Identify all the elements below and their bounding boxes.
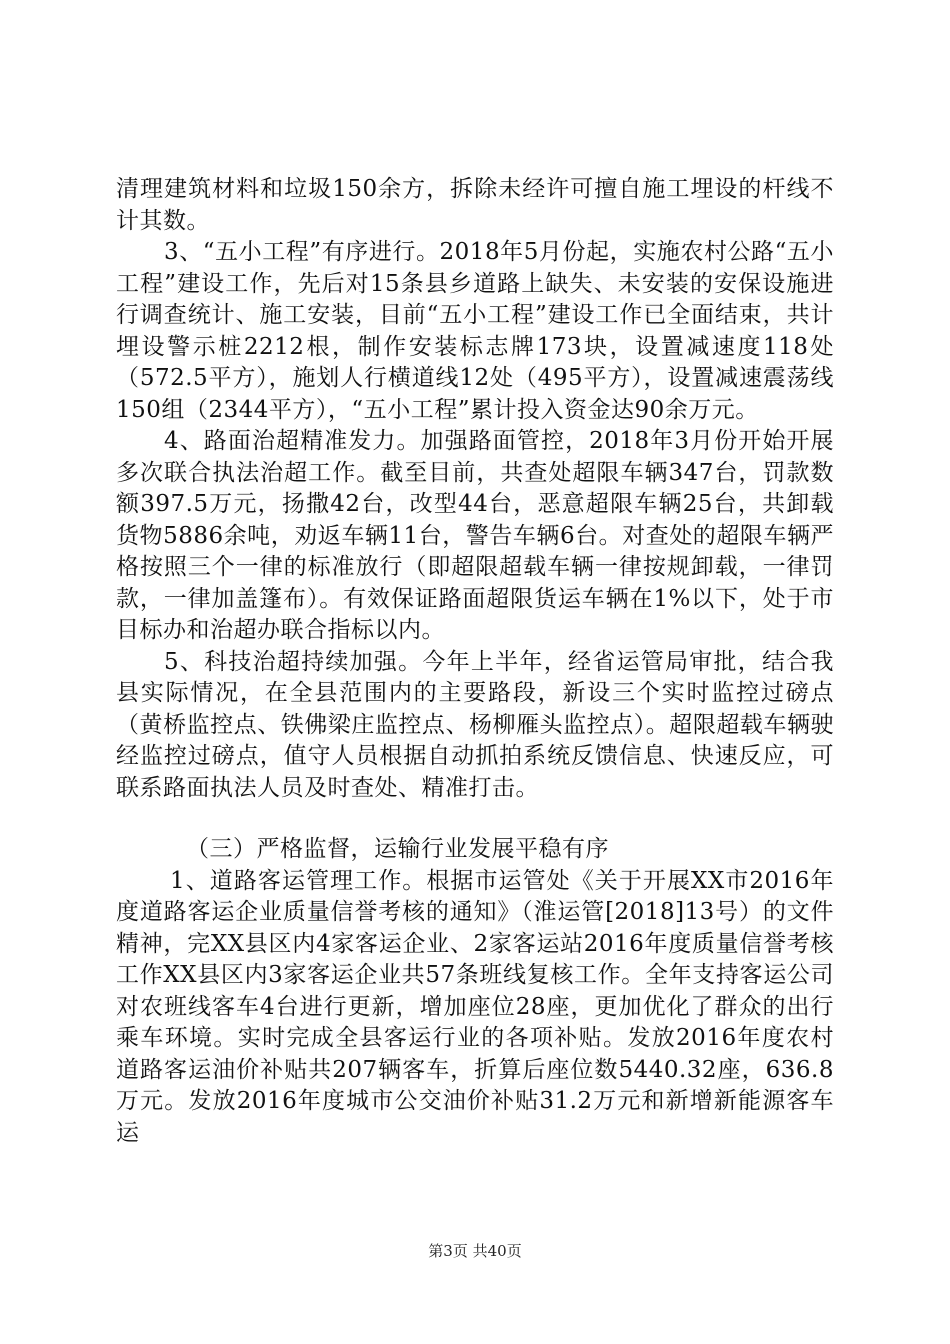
paragraph-spacer (116, 804, 834, 834)
paragraph-five-small-projects: 3、“五小工程”有序进行。2018年5月份起，实施农村公路“五小工程”建设工作，先后对15条县乡道路上缺失、未安装的安保设施进行调查统计、施工安装，目前“五小工程”建设工作已全面结束，共计埋设警示桩2212根，制作安装标志牌173块，设置减速度118处（572.5平方），施划人行横道线12处（495平方），设置减速震荡线150组（2344平方），“五小工程”累计投入资金达90余万元。 (116, 239, 834, 423)
paragraph-continuation: 清理建筑材料和垃圾150余方，拆除未经许可擅自施工埋设的杆线不计其数。 (116, 176, 834, 234)
paragraph-passenger-transport: 1、道路客运管理工作。根据市运管处《关于开展XX市2016年度道路客运企业质量信誉考核的通知》（淮运管[2018]13号）的文件精神，完XX县区内4家客运企业、2家客运站2016年度质量信誉考核工作XX县区内3家客运企业共57条班线复核工作。全年支持客运公司对农班线客车4台进行更新，增加座位28座，更加优化了群众的出行乘车环境。实时完成全县客运行业的各项补贴。发放2016年度农村道路客运油价补贴共207辆客车，折算后座位数5440.32座，636.8万元。发放2016年度城市公交油价补贴31.2万元和新增新能源客车运 (116, 867, 834, 1146)
section-heading: （三）严格监督，运输行业发展平稳有序 (186, 836, 609, 862)
document-body (116, 174, 834, 1149)
page-footer: 第3页 共40页 (428, 1242, 522, 1260)
paragraph-tech-overload-control: 5、科技治超持续加强。今年上半年，经省运管局审批，结合我县实际情况，在全县范围内的主要路段，新设三个实时监控过磅点（黄桥监控点、铁佛梁庄监控点、杨柳雁头监控点）。超限超载车辆驶经监控过磅点，值守人员根据自动抓拍系统反馈信息、快速反应，可联系路面执法人员及时查处、精准打击。 (116, 648, 834, 801)
paragraph-road-overload-control: 4、路面治超精准发力。加强路面管控，2018年3月份开始开展多次联合执法治超工作。截至目前，共查处超限车辆347台，罚款数额397.5万元，扬撒42台，改型44台，恶意超限车辆25台，共卸载货物5886余吨，劝返车辆11台，警告车辆6台。对查处的超限车辆严格按照三个一律的标准放行（即超限超载车辆一律按规卸载，一律罚款，一律加盖篷布）。有效保证路面超限货运车辆在1%以下，处于市目标办和治超办联合指标以内。 (116, 428, 834, 643)
